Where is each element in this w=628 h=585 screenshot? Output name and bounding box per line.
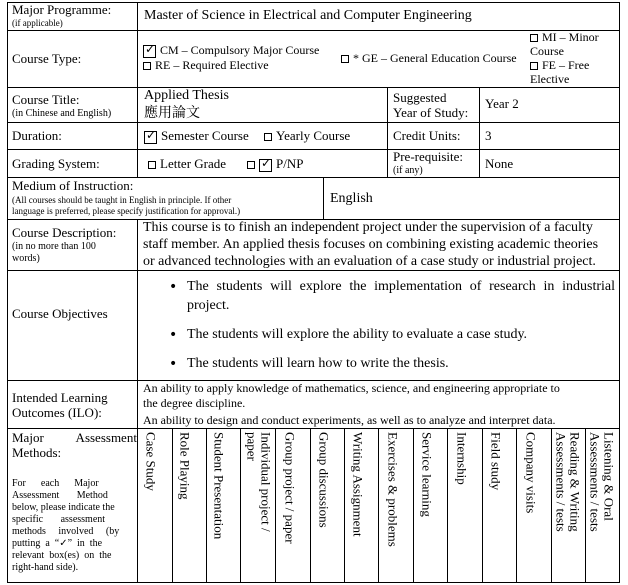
mi-label-1: MI – Minor <box>542 30 599 44</box>
letter-label: Letter Grade <box>160 156 227 171</box>
semester-checkbox[interactable] <box>144 127 157 144</box>
ilo-label-2: Outcomes (ILO): <box>12 405 102 420</box>
objective-item: • The students will learn how to write the thesis. <box>169 355 449 372</box>
yearly-checkbox[interactable] <box>264 133 272 141</box>
bullet-icon: • <box>169 355 178 372</box>
prereq-sublabel: (if any) <box>393 165 423 176</box>
assessment-col-student-presentation: Student Presentation <box>211 432 227 540</box>
assessment-instr-2: below, please indicate the <box>12 502 115 513</box>
assessment-col-group-project: Group project / paper <box>282 432 298 544</box>
assessment-instr-5: putting a “✓” in the <box>12 538 103 549</box>
cm-checkbox[interactable] <box>143 41 156 58</box>
assessment-col-exercises: Exercises & problems <box>385 432 401 547</box>
checkmark-icon: ✓ <box>145 41 156 56</box>
pnp-label: P/NP <box>276 156 304 171</box>
ilo-line-3: An ability to design and conduct experiments, as well as to analyze and interpret data. <box>143 413 556 427</box>
pnp-small-checkbox[interactable] <box>247 161 255 169</box>
assessment-instr-4: methods involved (by <box>12 526 120 537</box>
bullet-icon: • <box>169 326 178 343</box>
objective-item: • The students will explore the implementation of research in industrial project. <box>169 279 615 313</box>
course-title-sublabel: (in Chinese and English) <box>12 108 112 119</box>
letter-checkbox[interactable] <box>148 161 156 169</box>
fe-label-1: FE – Free <box>542 58 590 72</box>
assessment-col-company-visits: Company visits <box>523 432 539 514</box>
course-title-label: Course Title: <box>12 92 80 107</box>
credit-value: 3 <box>485 128 492 143</box>
year-value: Year 2 <box>485 96 519 111</box>
course-type-label: Course Type: <box>12 51 82 66</box>
ilo-line-2: the degree discipline. <box>143 396 246 410</box>
programme-label: Major Programme: <box>12 2 112 17</box>
description-sublabel-1: (in no more than 100 <box>12 241 96 252</box>
ilo-line-1: An ability to apply knowledge of mathematics, science, and engineering appropriate to <box>143 381 560 395</box>
option-mi[interactable] <box>530 31 599 45</box>
assessment-instr-1: Assessment Method <box>12 490 108 501</box>
assessment-col-role-playing: Role Playing <box>177 432 193 500</box>
option-pnp[interactable] <box>247 157 303 172</box>
mi-label-2: Course <box>530 44 564 58</box>
checkmark-icon: ✓ <box>261 155 272 170</box>
course-title-zh: 應用論文 <box>144 105 200 121</box>
objectives-label: Course Objectives <box>12 306 108 321</box>
checkmark-icon: ✓ <box>146 127 157 142</box>
duration-label: Duration: <box>12 128 62 143</box>
programme-value: Master of Science in Electrical and Computer Engineering <box>144 8 472 23</box>
ge-label: * GE – General Education Course <box>353 51 517 65</box>
re-checkbox[interactable] <box>143 62 151 70</box>
assessment-col-individual-project: Individual project / paper <box>244 432 274 532</box>
semester-label: Semester Course <box>161 128 249 143</box>
assessment-col-field-study: Field study <box>488 432 504 491</box>
credit-label: Credit Units: <box>393 128 461 143</box>
prereq-label: Pre-requisite: <box>393 149 464 164</box>
option-letter[interactable] <box>148 157 226 172</box>
ge-checkbox[interactable] <box>341 55 349 63</box>
option-cm[interactable] <box>143 41 320 58</box>
assessment-label-2: Methods: <box>12 445 62 460</box>
option-fe[interactable] <box>530 59 589 73</box>
year-label-1: Suggested <box>393 90 447 105</box>
fe-label-2: Elective <box>530 72 570 86</box>
medium-note-1: (All courses should be taught in English in principle. If other <box>12 195 232 205</box>
objectives-list <box>165 278 615 384</box>
assessment-col-listening-oral: Listening & Oral Assessments / tests <box>587 432 617 532</box>
description-line-3: or advanced technologies with an evaluation of a case study or industrial project. <box>143 254 596 269</box>
option-re[interactable] <box>143 59 269 73</box>
assessment-col-service-learning: Service learning <box>419 432 435 517</box>
mi-checkbox[interactable] <box>530 34 538 42</box>
medium-value: English <box>330 191 373 206</box>
cm-label: CM – Compulsory Major Course <box>160 43 320 57</box>
ilo-label-1: Intended Learning <box>12 390 108 405</box>
assessment-label-1: Major Assessment <box>12 430 137 445</box>
prereq-value: None <box>485 156 514 171</box>
assessment-col-case-study: Case Study <box>143 432 159 491</box>
assessment-col-reading-writing: Reading & Writing Assessments / tests <box>553 432 583 532</box>
medium-label: Medium of Instruction: <box>12 178 134 193</box>
description-line-1: This course is to finish an independent project under the supervision of a faculty <box>143 220 593 235</box>
assessment-col-writing-assignment: Writing Assignment <box>350 432 366 537</box>
pnp-checkbox[interactable] <box>259 155 272 172</box>
yearly-label: Yearly Course <box>276 128 351 143</box>
medium-note-2: language is preferred, please specify justification for approval.) <box>12 206 241 216</box>
assessment-col-internship: Internship <box>454 432 470 485</box>
assessment-instr-3: specific assessment <box>12 514 106 525</box>
assessment-instr-7: right-hand side). <box>12 562 79 573</box>
description-label: Course Description: <box>12 225 117 240</box>
re-label: RE – Required Elective <box>155 58 269 72</box>
option-ge[interactable] <box>341 52 517 66</box>
grading-label: Grading System: <box>12 156 100 171</box>
assessment-instr-6: relevant box(es) on the <box>12 550 112 561</box>
description-line-2: staff member. An applied thesis focuses on combining existing academic theories <box>143 237 599 252</box>
objective-item: • The students will explore the ability to evaluate a case study. <box>169 326 528 343</box>
option-yearly[interactable] <box>264 129 350 144</box>
option-semester[interactable] <box>144 129 249 144</box>
bullet-icon: • <box>169 279 178 295</box>
fe-checkbox[interactable] <box>530 62 538 70</box>
course-title-en: Applied Thesis <box>144 88 229 103</box>
assessment-col-group-discussions: Group discussions <box>316 432 332 528</box>
year-label-2: Year of Study: <box>393 105 469 120</box>
programme-sublabel: (if applicable) <box>12 18 63 28</box>
description-sublabel-2: words) <box>12 253 40 264</box>
assessment-instr-0: For each Major <box>12 478 99 489</box>
